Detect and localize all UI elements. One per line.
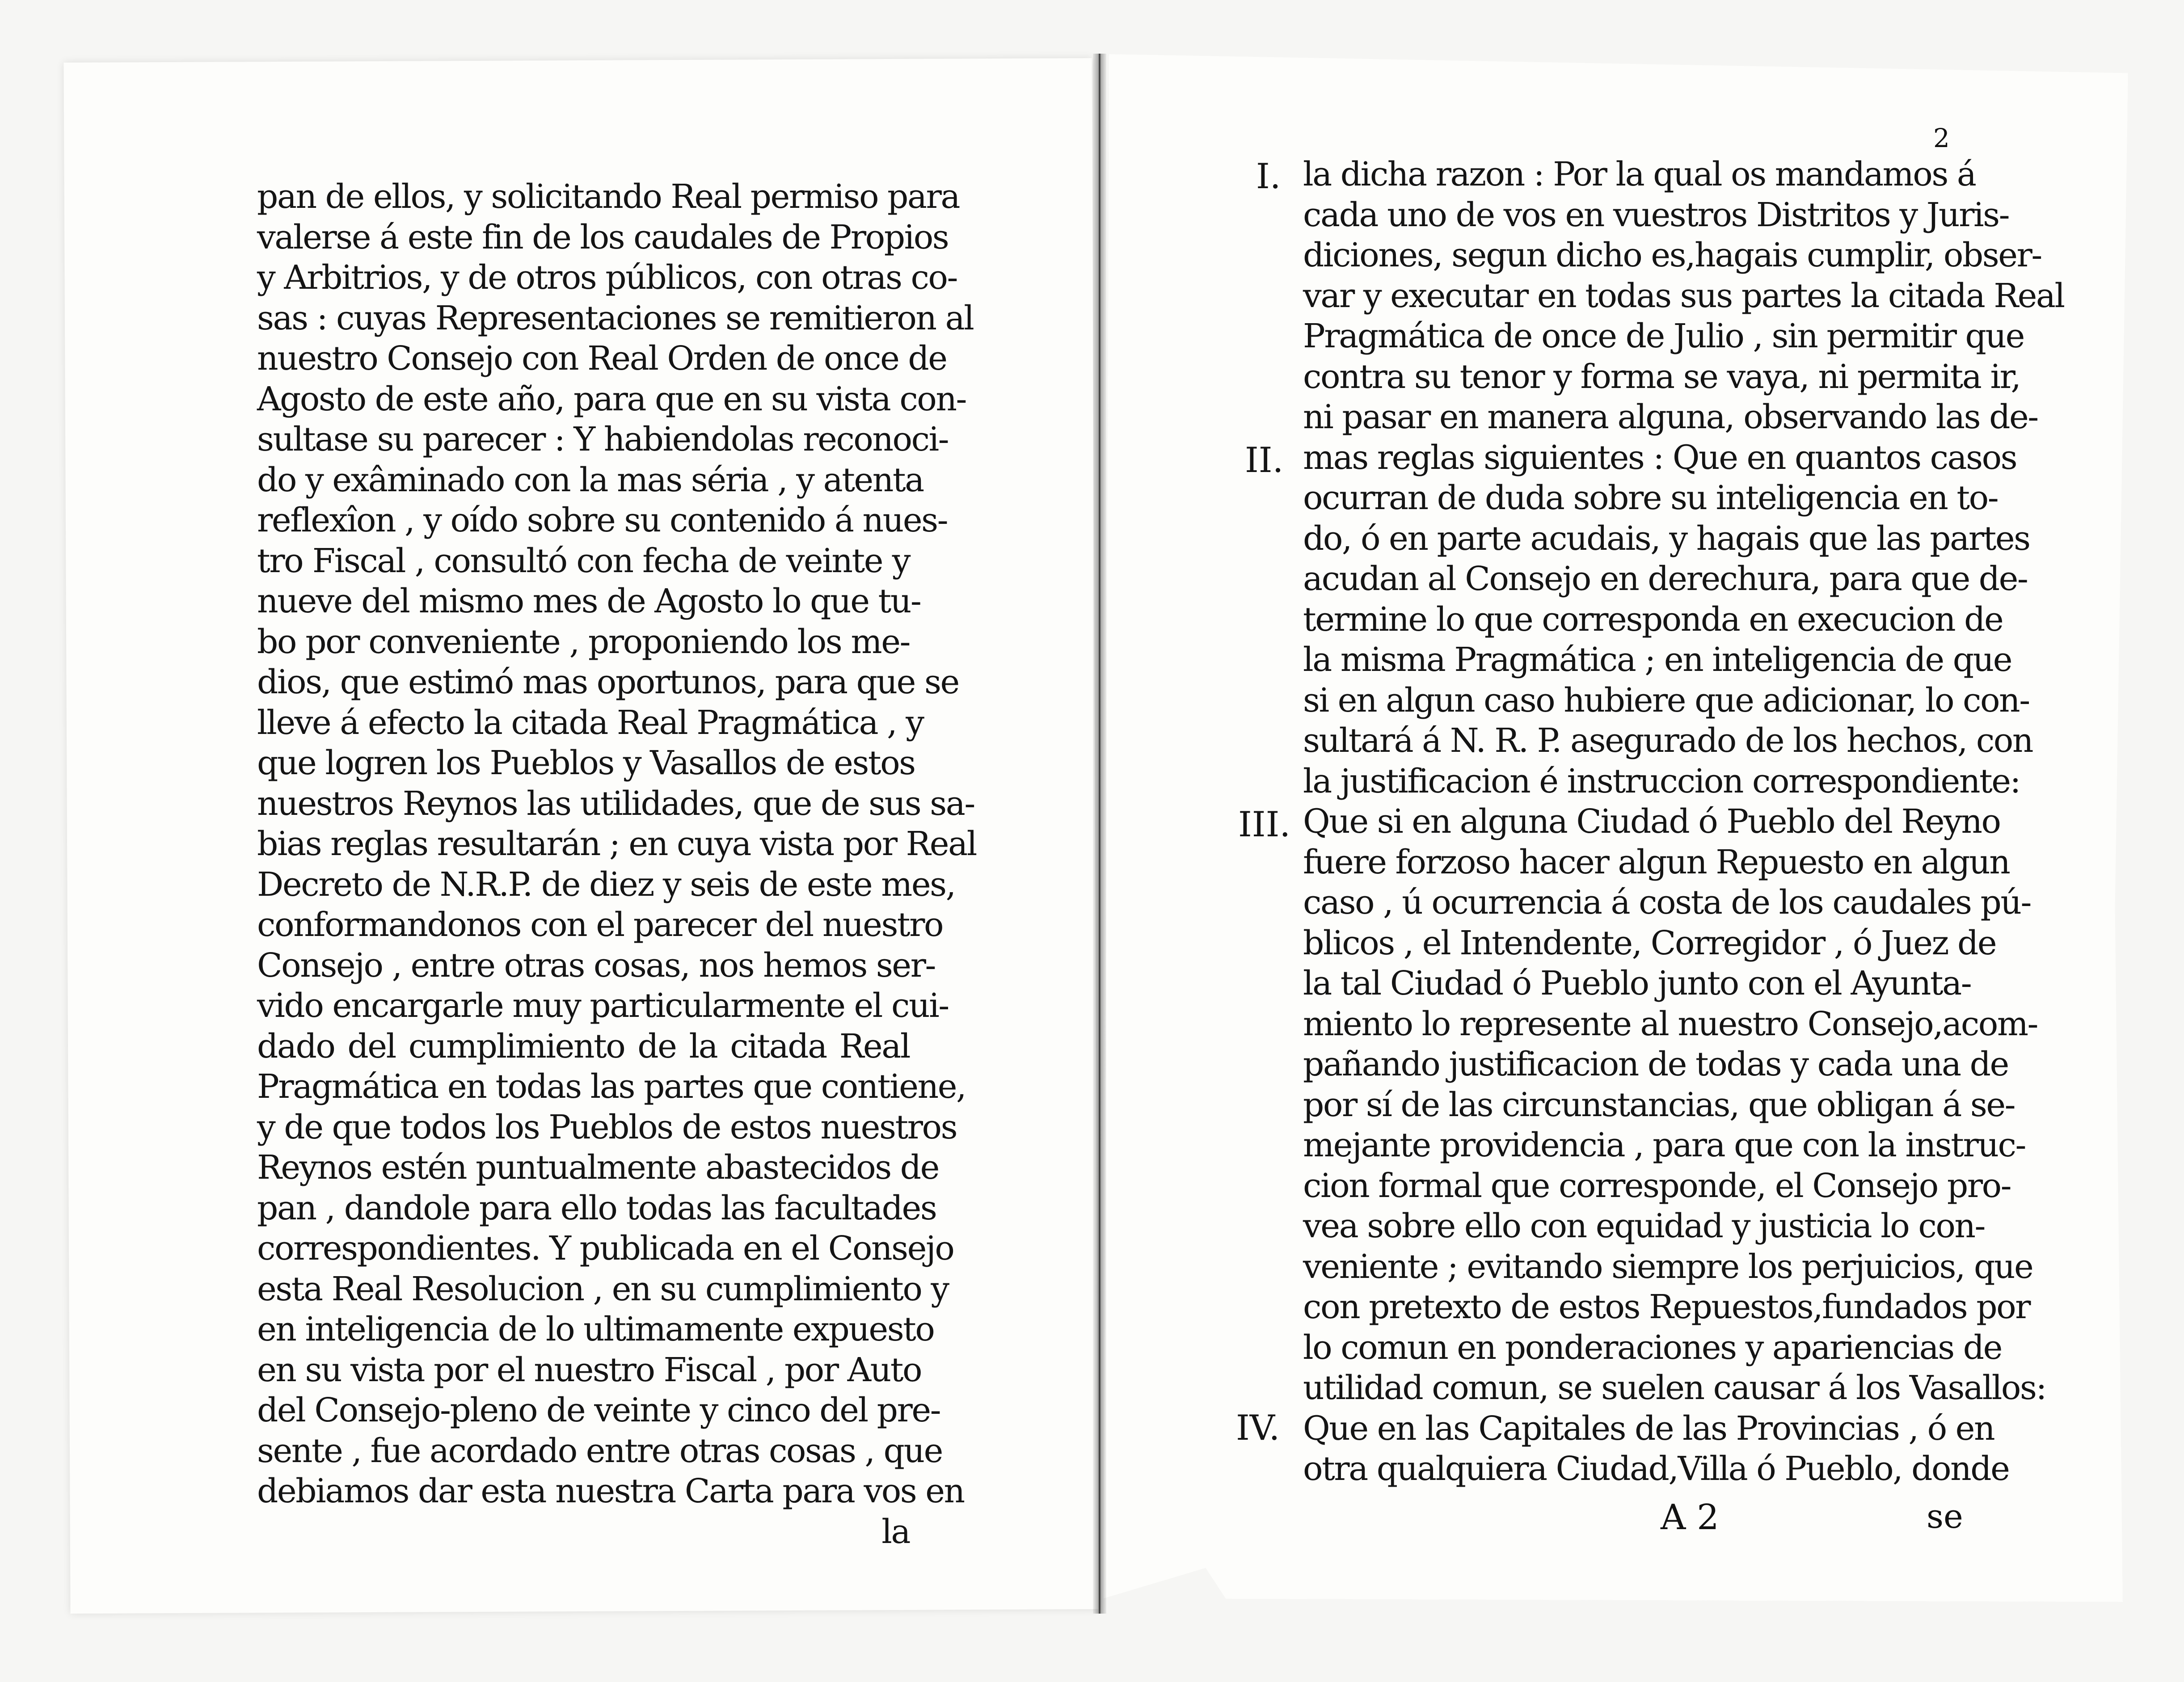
text-line: con pretexto de estos Repuestos,fundados por [1303,1288,2030,1326]
text-line: Pragmática de once de Julio , sin permitir que [1303,317,2024,355]
catchword-right: se [1927,1497,1963,1536]
text-line: do, ó en parte acudais, y hagais que las partes [1303,519,2030,558]
text-line: reflexîon , y oído sobre su contenido á nues- [257,501,948,540]
section-numeral-i: I. [1256,156,1281,197]
text-line: nuestros Reynos las utilidades, que de sus sa- [257,784,974,823]
page-number: 2 [1933,123,1950,153]
text-line: Pragmática en todas las partes que contiene, [257,1067,966,1106]
text-line: dios, que estimó mas oportunos, para que se [257,663,959,701]
text-line: conformandonos con el parecer del nuestro [257,906,943,944]
text-line: bo por conveniente , proponiendo los me- [257,622,910,661]
text-line: cion formal que corresponde, el Consejo pro- [1303,1166,2011,1205]
text-line: que logren los Pueblos y Vasallos de estos [257,744,915,782]
section-numeral-iii: III. [1238,805,1291,845]
text-line: mas reglas siguientes : Que en quantos casos [1303,438,2017,477]
text-line: en inteligencia de lo ultimamente expuesto [257,1310,934,1349]
text-line: tro Fiscal , consultó con fecha de veinte y [257,541,910,580]
text-line: cada uno de vos en vuestros Distritos y Juris- [1303,195,2009,234]
text-line: contra su tenor y forma se vaya, ni permita ir, [1303,357,2020,396]
text-line: la dicha razon : Por la qual os mandamos á [1303,155,1976,194]
text-line: termine lo que corresponda en execucion de [1303,600,2003,639]
text-line: sas : cuyas Representaciones se remitieron al [257,299,974,337]
left-page-text [257,177,976,1552]
book-gutter [1093,54,1106,1614]
text-line: Agosto de este año, para que en su vista con- [257,379,966,418]
text-line: pan , dandole para ello todas las facultades [257,1189,936,1227]
text-line: otra qualquiera Ciudad,Villa ó Pueblo, donde [1303,1450,2009,1488]
text-line: Que en las Capitales de las Provincias , ó en [1303,1409,1994,1448]
signature-mark: A 2 [1661,1497,1719,1538]
text-line: sultase su parecer : Y habiendolas reconoci- [257,420,949,459]
text-line: fuere forzoso hacer algun Repuesto en algun [1303,843,2010,881]
text-line: mejante providencia , para que con la instruc- [1303,1126,2025,1164]
text-line: ocurran de duda sobre su inteligencia en to- [1303,479,1998,517]
text-line: sultará á N. R. P. asegurado de los hechos, con [1303,721,2033,760]
text-line: dado del cumplimiento de la citada Real [257,1027,910,1066]
text-line: acudan al Consejo en derechura, para que de- [1303,560,2028,598]
text-line: valerse á este fin de los caudales de Propios [257,218,949,257]
catchword-left: la [881,1512,910,1551]
section-numeral-ii: II. [1245,440,1284,481]
text-line: y Arbitrios, y de otros públicos, con otras co- [257,258,957,297]
text-line: y de que todos los Pueblos de estos nuestros [257,1108,957,1147]
text-line: pañando justificacion de todas y cada una de [1303,1045,2008,1083]
text-line: do y exâminado con la mas séria , y atenta [257,460,923,499]
text-line: nueve del mismo mes de Agosto lo que tu- [257,582,921,620]
text-line: si en algun caso hubiere que adicionar, lo con- [1303,681,2029,720]
text-line: Decreto de N.R.P. de diez y seis de este mes, [257,865,955,904]
text-line: nuestro Consejo con Real Orden de once de [257,339,947,378]
text-line: veniente ; evitando siempre los perjuicios, que [1303,1247,2033,1286]
text-line: del Consejo-pleno de veinte y cinco del pre- [257,1391,940,1429]
text-line: debiamos dar esta nuestra Carta para vos en [257,1472,964,1510]
text-line: vido encargarle muy particularmente el cui- [257,986,949,1025]
text-line: caso , ú ocurrencia á costa de los caudales pú- [1303,883,2031,922]
text-line: var y executar en todas sus partes la citada Real [1303,276,2064,315]
text-line: la misma Pragmática ; en inteligencia de que [1303,641,2012,679]
text-line: blicos , el Intendente, Corregidor , ó Juez de [1303,923,1996,962]
text-line: lo comun en ponderaciones y apariencias de [1303,1328,2002,1367]
text-line: esta Real Resolucion , en su cumplimiento y [257,1269,949,1308]
text-line: pan de ellos, y solicitando Real permiso para [257,177,960,216]
text-line: en su vista por el nuestro Fiscal , por Auto [257,1350,922,1389]
text-line: la justificacion é instruccion correspondiente: [1303,762,2020,801]
text-line: Reynos estén puntualmente abastecidos de [257,1148,939,1187]
text-line: sente , fue acordado entre otras cosas , que [257,1431,942,1470]
text-line: lleve á efecto la citada Real Pragmática , y [257,703,923,742]
text-line: por sí de las circunstancias, que obligan á se- [1303,1085,2015,1124]
text-line: Que si en alguna Ciudad ó Pueblo del Reyno [1303,802,2000,841]
text-line: utilidad comun, se suelen causar á los Vasallos: [1303,1369,2046,1407]
section-numeral-iv: IV. [1236,1408,1280,1448]
text-line: bias reglas resultarán ; en cuya vista por Real [257,825,976,863]
text-line: miento lo represente al nuestro Consejo,acom- [1303,1004,2038,1043]
text-line: correspondientes. Y publicada en el Consejo [257,1229,954,1268]
text-line: ni pasar en manera alguna, observando las de- [1303,398,2038,436]
text-line: vea sobre ello con equidad y justicia lo con- [1303,1207,1985,1245]
right-page-text [1303,154,2064,1489]
text-line: la tal Ciudad ó Pueblo junto con el Ayunta- [1303,964,1971,1003]
text-line: Consejo , entre otras cosas, nos hemos ser- [257,946,935,985]
text-line: diciones, segun dicho es,hagais cumplir, obser- [1303,236,2041,274]
